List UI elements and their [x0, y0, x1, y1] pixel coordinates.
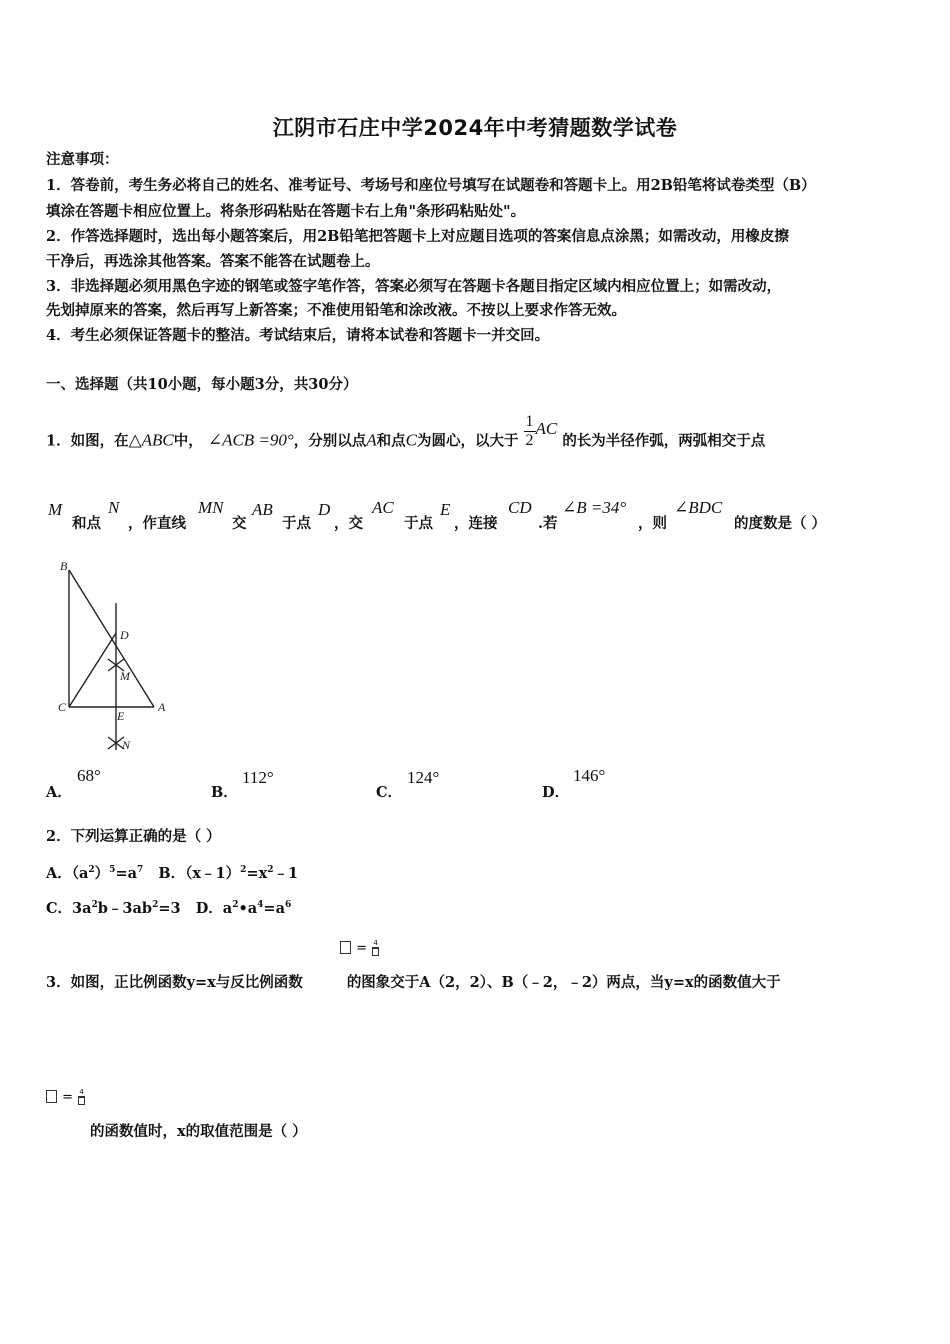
q1-text: ，作直线 [128, 515, 186, 532]
notice-line-7: 4．考生必须保证答题卡的整洁。考试结束后，请将本试卷和答题卡一并交回。 [46, 327, 550, 344]
notice-line-2: 填涂在答题卡相应位置上。将条形码粘贴在答题卡右上角"条形码粘贴处"。 [46, 203, 526, 220]
option-b-label: B． [211, 784, 238, 801]
q1-text: ，交 [334, 515, 363, 532]
q1-text: 于点 [282, 515, 311, 532]
section-heading: 一、选择题（共10小题，每小题3分，共30分） [46, 376, 358, 393]
question-1-line-1: 1．如图，在△ABC中， ∠ACB =90°，分别以点A和点C为圆心，以大于 $\frac{1}{2}$ AC 的长为半径作弧，两弧相交于点 [46, 413, 766, 450]
q1-text: ，则 [638, 515, 667, 532]
page-title: 江阴市石庄中学2024年中考猜题数学试卷 [272, 116, 678, 140]
q1-text: 于点 [404, 515, 433, 532]
notice-line-3: 2．作答选择题时，选出每小题答案后，用2B铅笔把答题卡上对应题目选项的答案信息点涂黑；如需改动，用橡皮擦 [46, 228, 789, 245]
q1-text: 和点 [72, 515, 101, 532]
math-n: N [108, 498, 120, 517]
question-3-line-2: 的函数值时，x的取值范围是（ ） [90, 1123, 307, 1140]
q1-text: 交 [232, 515, 247, 532]
math-d: D [318, 500, 331, 519]
label-b: B [60, 559, 68, 573]
triangle-figure [50, 555, 180, 760]
math-e: E [440, 500, 451, 519]
math-ac: AC [372, 498, 394, 517]
label-d: D [120, 628, 129, 642]
notice-line-6: 先划掉原来的答案，然后再写上新答案；不准使用铅笔和涂改液。不按以上要求作答无效。 [46, 302, 626, 319]
math-mn: MN [198, 498, 224, 517]
question-2-stem: 2．下列运算正确的是（ ） [46, 828, 221, 845]
notice-line-5: 3．非选择题必须用黑色字迹的钢笔或签字笔作答，答案必须写在答题卡各题目指定区域内相应位置上；如需改动， [46, 278, 782, 295]
label-a: A [158, 700, 166, 714]
math-m: M [48, 500, 63, 519]
q1-text: .若 [538, 515, 558, 532]
question-3-line-1: 3．如图，正比例函数y=x与反比例函数 的图象交于A（2，2）、B（﹣2，﹣2）两点，当y=x的函数值大于 [46, 974, 781, 991]
fraction-half: $\frac{1}{2}$ [525, 413, 534, 449]
notice-heading: 注意事项： [46, 151, 119, 168]
placeholder-glyph [340, 941, 351, 954]
option-d-label: D． [542, 784, 570, 801]
option-a-value: 68° [77, 766, 101, 785]
math-angle-b: ∠B =34° [562, 498, 627, 517]
label-n: N [122, 738, 131, 752]
placeholder-glyph [78, 1097, 85, 1105]
math-cd: CD [508, 498, 532, 517]
option-d-value: 146° [573, 766, 606, 785]
mini-fraction: 4 [78, 1088, 85, 1105]
option-c-value: 124° [407, 768, 440, 787]
q1-text: 的度数是（ ） [734, 515, 827, 532]
inline-formula-1: = 4 [340, 937, 379, 956]
math-angle-bdc: ∠BDC [674, 498, 723, 517]
option-c-label: C． [376, 784, 403, 801]
question-2-options-cd: C．$3a^2b﹣3ab^2=3$ D．$a^2•a^4=a^6$ [46, 899, 292, 917]
q1-text: ，连接 [454, 515, 498, 532]
label-c: C [58, 700, 67, 714]
question-2-options-ab: A．$(a^2)^5=a^7$ B．$(x﹣1)^2=x^2﹣1$ [46, 864, 299, 882]
inline-formula-2: = 4 [46, 1086, 85, 1105]
math-ab: AB [252, 500, 273, 519]
mini-fraction: 4 [372, 939, 379, 956]
placeholder-glyph [372, 948, 379, 956]
option-a-label: A． [46, 784, 72, 801]
option-b-value: 112° [242, 768, 274, 787]
placeholder-glyph [46, 1090, 57, 1103]
notice-line-1: 1．答卷前，考生务必将自己的姓名、准考证号、考场号和座位号填写在试题卷和答题卡上。用2B铅笔将试卷类型（B） [46, 177, 816, 194]
label-e: E [117, 709, 125, 723]
label-m: M [120, 669, 130, 683]
notice-line-4: 干净后，再选涂其他答案。答案不能答在试题卷上。 [46, 253, 380, 270]
